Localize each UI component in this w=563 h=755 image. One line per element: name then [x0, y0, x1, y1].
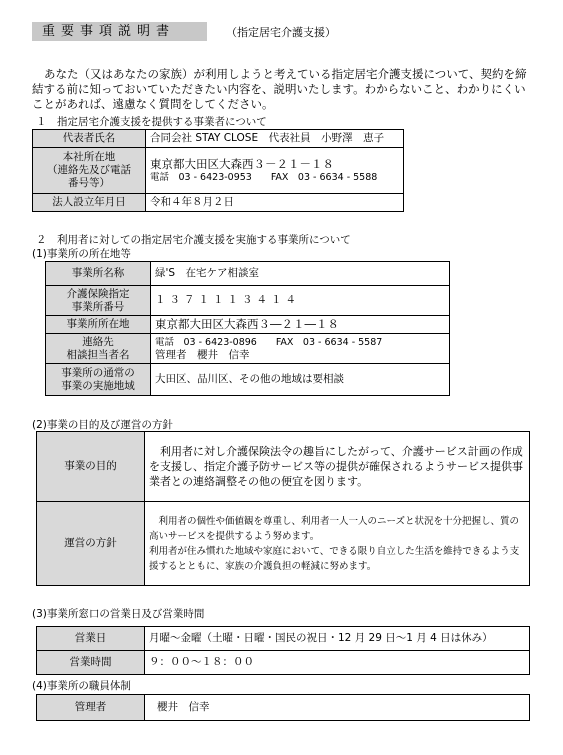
cell-label: 管理者	[37, 695, 145, 721]
cell-label	[46, 334, 151, 364]
cell-label: 事業所名称	[46, 262, 151, 286]
cell-value: 東京都大田区大森西３―２１―１８	[151, 316, 450, 334]
value-line: 管理者 櫻井 信幸	[155, 348, 250, 361]
table-row	[37, 627, 530, 651]
cell-label: 営業時間	[37, 651, 145, 675]
value-line: 利用者が住み慣れた地域や家庭において、できる限り自立した生活を維持できるよう支援するとともに、家族の介護負担の軽減に努めます。	[149, 545, 520, 572]
cell-label: 事業所所在地	[46, 316, 151, 334]
table-row	[33, 194, 404, 212]
cell-value	[146, 148, 404, 194]
office-table	[45, 261, 450, 396]
document-subtitle: （指定居宅介護支援）	[226, 26, 336, 39]
provider-table	[32, 129, 404, 212]
sub3-heading: (3)事業所窓口の営業日及び営業時間	[32, 608, 205, 620]
table-row	[46, 316, 450, 334]
cell-value	[151, 334, 450, 364]
cell-label: 営業日	[37, 627, 145, 651]
cell-value: 令和４年８月２日	[146, 194, 404, 212]
cell-label: 法人設立年月日	[33, 194, 146, 212]
staff-table	[36, 694, 530, 721]
cell-value	[145, 502, 530, 586]
cell-value: 緑'S 在宅ケア相談室	[151, 262, 450, 286]
label-line: （連絡先及び電話	[47, 164, 131, 176]
label-line: 相談担当者名	[66, 348, 130, 361]
cell-value: １３７１１１３４１４	[151, 286, 450, 316]
label-line: 事業の実施地域	[61, 379, 135, 392]
cell-label	[33, 148, 146, 194]
table-row	[33, 148, 404, 194]
sub1-heading: (1)事業所の所在地等	[32, 248, 131, 260]
hours-table	[36, 626, 530, 675]
purpose-table	[36, 431, 530, 586]
table-row	[37, 432, 530, 502]
sub2-heading: (2)事業の目的及び運営の方針	[32, 419, 173, 431]
value-line: 東京都大田区大森西３－２１－１８	[150, 156, 334, 171]
table-row	[37, 695, 530, 721]
table-row	[37, 651, 530, 675]
table-row	[33, 130, 404, 148]
cell-value: ９：００～１８：００	[145, 651, 530, 675]
label-line: 事業所の通常の	[61, 366, 135, 379]
cell-label: 代表者氏名	[33, 130, 146, 148]
label-line: 番号等）	[68, 177, 110, 189]
cell-value: 合同会社 STAY CLOSE 代表社員 小野澤 恵子	[146, 130, 404, 148]
cell-label: 運営の方針	[37, 502, 145, 586]
label-line: 事業所番号	[71, 300, 125, 313]
value-line: 電話 03 - 6423-0896 FAX 03 - 6634 - 5587	[155, 336, 383, 348]
cell-value: 大田区、品川区、その他の地域は要相談	[151, 364, 450, 396]
label-line: 介護保険指定	[66, 287, 130, 300]
table-row	[46, 334, 450, 364]
cell-label: 事業の目的	[37, 432, 145, 502]
sub4-heading: (4)事業所の職員体制	[32, 680, 131, 692]
value-line: 電話 03 - 6423-0953 FAX 03 - 6634 - 5588	[150, 171, 378, 183]
document-title: 重要事項説明書	[32, 22, 207, 41]
cell-label	[46, 364, 151, 396]
cell-value: 利用者に対し介護保険法令の趣旨にしたがって、介護サービス計画の作成を支援し、指定介護予防サービス等の提供が確保されるようサービス提供事業者との連絡調整その他の便宜を図ります。	[145, 432, 530, 502]
label-line: 連絡先	[82, 335, 114, 348]
table-row	[46, 262, 450, 286]
cell-value: 櫻井 信幸	[145, 695, 530, 721]
section2-heading: ２ 利用者に対しての指定居宅介護支援を実施する事業所について	[36, 234, 351, 246]
value-line: 利用者の個性や価値観を尊重し、利用者一人一人のニーズと状況を十分把握し、質の高いサービスを提供するよう努めます。	[149, 515, 520, 542]
intro-paragraph: あなた（又はあなたの家族）が利用しようと考えている指定居宅介護支援について、契約を締結する前に知っておいていただきたい内容を、説明いたします。わからないこと、わかりにくいことがあれば、遠慮なく質問をしてください。	[32, 67, 527, 111]
cell-value: 月曜～金曜（土曜・日曜・国民の祝日・12 月 29 日～1 月 4 日は休み）	[145, 627, 530, 651]
table-row	[46, 286, 450, 316]
table-row	[46, 364, 450, 396]
label-line: 本社所在地	[62, 151, 116, 163]
cell-label	[46, 286, 151, 316]
table-row	[37, 502, 530, 586]
section1-heading: １ 指定居宅介護支援を提供する事業者について	[36, 116, 267, 128]
